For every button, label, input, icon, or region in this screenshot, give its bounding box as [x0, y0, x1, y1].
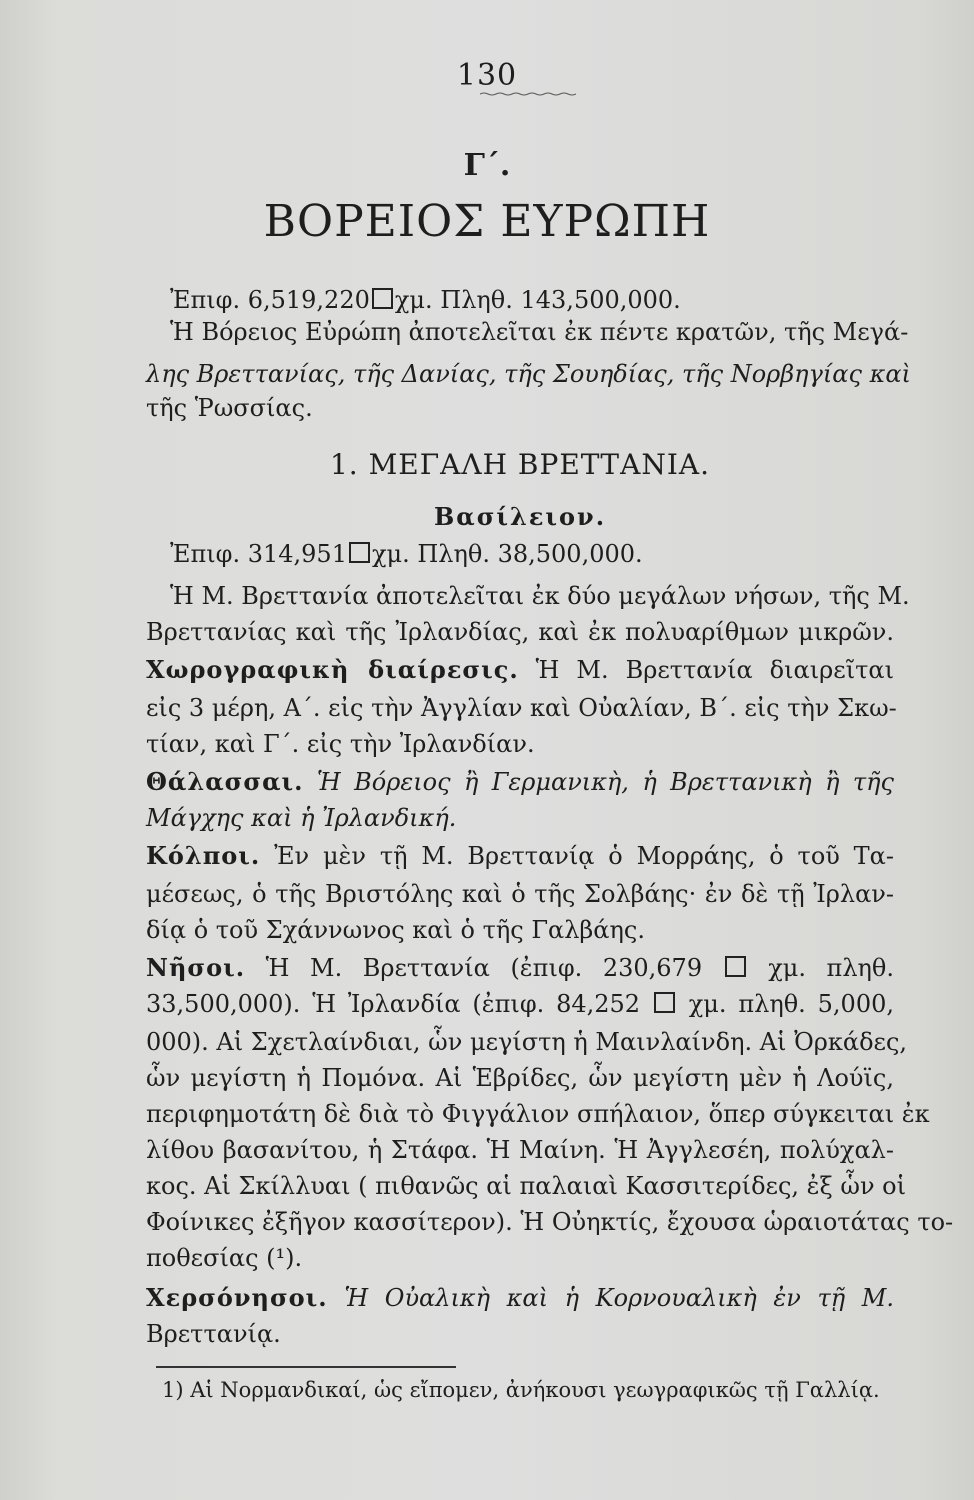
square-km-icon — [725, 956, 746, 977]
islands-label: Νῆσοι. — [146, 953, 246, 982]
kingdom-label: Βασίλειον. — [433, 502, 607, 531]
islands-line-2 — [146, 992, 894, 1016]
footnote: 1) Αἱ Νορμανδικαί, ὡς εἴπομεν, ἀνήκουσι γεωγραφικῶς τῇ Γαλλίᾳ. — [162, 1378, 880, 1402]
islands-line-2-text: 33,500,000). Ἡ Ἰρλανδία (ἐπιφ. 84,252 — [146, 990, 641, 1018]
seas-line-1 — [146, 767, 894, 796]
seas-line-1-text: Ἡ Βόρειος ἢ Γερμανικὴ, ἡ Βρεττανικὴ ἢ τῆς — [316, 768, 894, 796]
gulfs-label: Κόλποι. — [146, 841, 261, 870]
division-line-3: τίαν, καὶ Γ΄. εἰς τὴν Ἰρλανδίαν. — [146, 730, 535, 758]
division-label: Χωρογραφικὴ διαίρεσις. — [146, 655, 519, 684]
page-number-wavy-rule — [480, 92, 576, 96]
intro-area-unit: χμ. Πληθ. 143,500,000. — [394, 286, 681, 314]
square-km-icon — [349, 542, 370, 563]
islands-line-1-unit: χμ. πληθ. — [768, 954, 894, 982]
division-line-1 — [146, 655, 894, 684]
peninsulas-line-1 — [146, 1283, 894, 1312]
intro-line-2: λης Βρεττανίας, τῆς Δανίας, τῆς Σουηδίας, τῆς Νορβηγίας καὶ — [146, 360, 911, 388]
islands-line-1-text: Ἡ Μ. Βρεττανία (ἐπιφ. 230,679 — [265, 954, 703, 982]
division-line-1-text: Ἡ Μ. Βρεττανία διαιρεῖται — [535, 656, 894, 684]
peninsulas-label: Χερσόνησοι. — [146, 1283, 328, 1312]
peninsulas-line-2: Βρεττανίᾳ. — [146, 1320, 281, 1348]
islands-line-1 — [146, 953, 894, 982]
intro-area-label: Ἐπιφ. 6,519,220 — [170, 286, 370, 314]
footnote-divider — [156, 1366, 456, 1368]
seas-line-2: Μάγχης καὶ ἡ Ἰρλανδική. — [146, 804, 457, 832]
gb-area-label: Ἐπιφ. 314,951 — [170, 540, 347, 568]
islands-line-2-unit: χμ. πληθ. 5,000, — [688, 990, 894, 1018]
islands-line-7: κος. Αἱ Σκίλλυαι ( πιθανῶς αἱ παλαιαὶ Κασσιτερίδες, ἐξ ὧν οἱ — [146, 1172, 907, 1200]
islands-line-5: περιφημοτάτη δὲ διὰ τὸ Φιγγάλιον σπήλαιον, ὅπερ σύγκειται ἐκ — [146, 1100, 930, 1128]
gb-intro-line-1: Ἡ Μ. Βρεττανία ἀποτελεῖται ἐκ δύο μεγάλων νήσων, τῆς Μ. — [170, 582, 910, 610]
gb-intro-line-2: Βρεττανίας καὶ τῆς Ἰρλανδίας, καὶ ἐκ πολυαρίθμων μικρῶν. — [146, 618, 894, 646]
gulfs-line-3: δίᾳ ὁ τοῦ Σχάννωνος καὶ ὁ τῆς Γαλβάης. — [146, 916, 645, 944]
peninsulas-line-1-text: Ἡ Οὐαλικὴ καὶ ἡ Κορνουαλικὴ ἐν τῇ Μ. — [344, 1284, 894, 1312]
seas-label: Θάλασσαι. — [146, 767, 304, 796]
square-km-icon — [372, 288, 393, 309]
islands-line-6: λίθου βασανίτου, ἡ Στάφα. Ἡ Μαίνη. Ἡ Ἀγγλεσέη, πολύχαλ- — [146, 1136, 894, 1164]
section-heading-great-britain: 1. ΜΕΓΑΛΗ ΒΡΕΤΤΑΝΙΑ. — [329, 448, 711, 481]
islands-line-4: ὧν μεγίστη ἡ Πομόνα. Αἱ Ἑβρίδες, ὧν μεγίστη μὲν ἡ Λούϊς, — [146, 1064, 894, 1092]
gulfs-line-1-text: Ἐν μὲν τῇ Μ. Βρεττανίᾳ ὁ Μορράης, ὁ τοῦ Τα- — [274, 842, 894, 870]
islands-line-9: ποθεσίας (¹). — [146, 1244, 303, 1272]
intro-stats-line — [170, 288, 681, 312]
page-title: ΒΟΡΕΙΟΣ ΕΥΡΩΠΗ — [263, 196, 711, 247]
islands-line-8: Φοίνικες ἐξῆγον κασσίτερον). Ἡ Οὐηκτίς, ἔχουσα ὡραιοτάτας το- — [146, 1208, 954, 1236]
islands-line-3: 000). Αἱ Σχετλαίνδιαι, ὧν μεγίστη ἡ Μαινλαίνδη. Αἱ Ὀρκάδες, — [146, 1028, 908, 1056]
division-line-2: εἰς 3 μέρη, Α΄. εἰς τὴν Ἀγγλίαν καὶ Οὐαλίαν, Β΄. εἰς τὴν Σκω- — [146, 694, 897, 722]
gb-stats-line — [170, 542, 643, 566]
gulfs-line-2: μέσεως, ὁ τῆς Βριστόλης καὶ ὁ τῆς Σολβάης· ἐν δὲ τῇ Ἰρλαν- — [146, 880, 894, 908]
intro-line-3: τῆς Ῥωσσίας. — [146, 394, 313, 422]
page-number: 130 — [456, 58, 518, 93]
section-letter: Γ΄. — [463, 148, 511, 183]
square-km-icon — [654, 992, 675, 1013]
gulfs-line-1 — [146, 841, 894, 870]
gb-area-unit: χμ. Πληθ. 38,500,000. — [371, 540, 643, 568]
intro-line-1: Ἡ Βόρειος Εὐρώπη ἀποτελεῖται ἐκ πέντε κρατῶν, τῆς Μεγά- — [170, 318, 909, 346]
